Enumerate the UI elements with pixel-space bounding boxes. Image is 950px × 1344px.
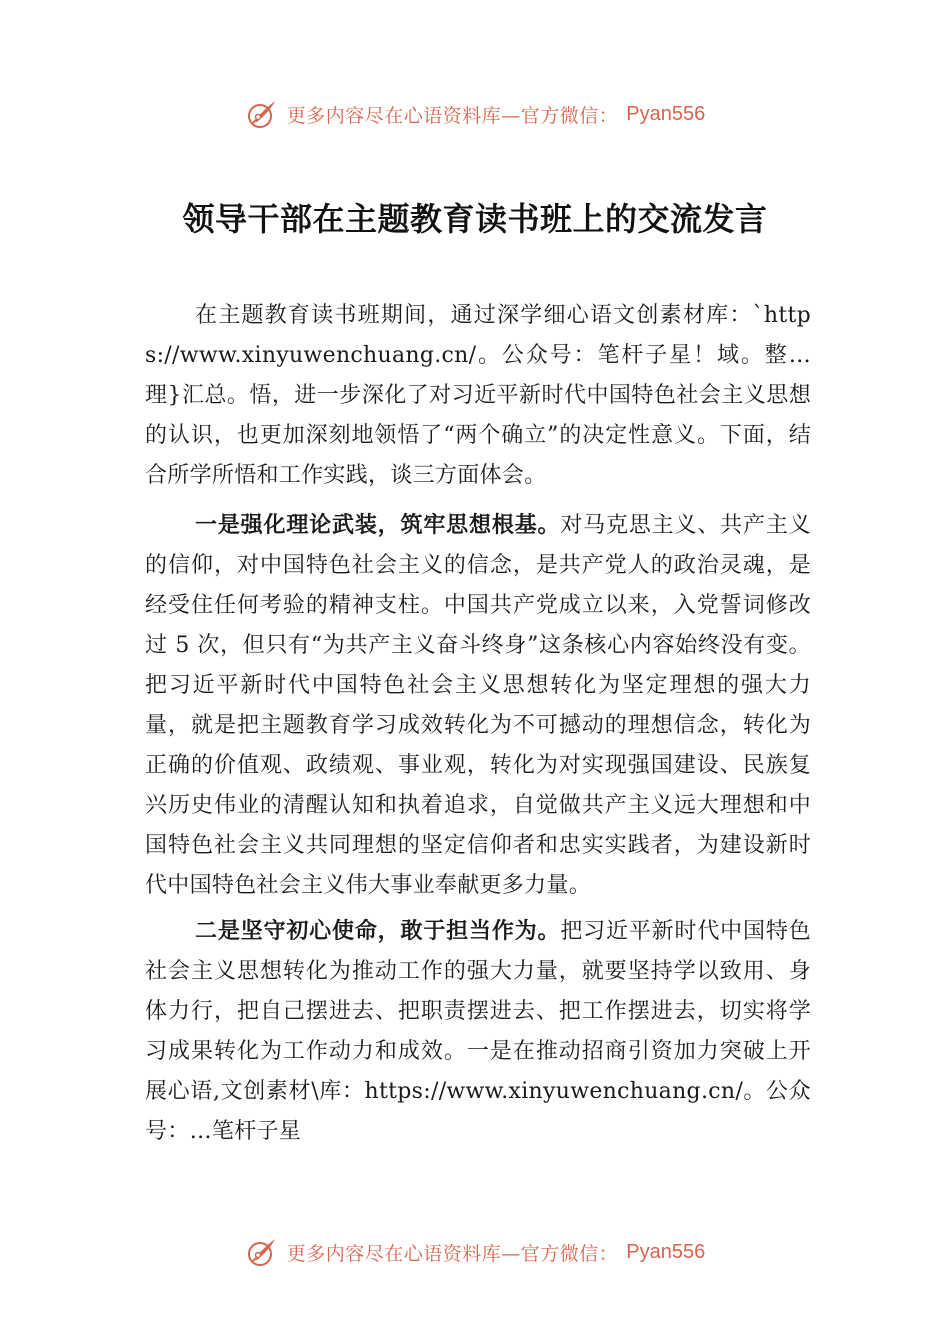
document-body (145, 296, 811, 1158)
banner-text: 更多内容尽在心语资料库—官方微信： (286, 1242, 619, 1265)
header-watermark-banner (0, 94, 950, 134)
footer-watermark-banner (0, 1232, 950, 1272)
document-title: 领导干部在主题教育读书班上的交流发言 (182, 200, 768, 238)
paragraph-lead: 二是坚守初心使命，敢于担当作为。 (195, 919, 561, 944)
paragraph-point-two (145, 912, 811, 1152)
quill-pen-logo-icon (245, 1235, 279, 1269)
banner-text: 更多内容尽在心语资料库—官方微信： (286, 104, 619, 127)
paragraph-intro (145, 296, 811, 496)
banner-wechat-id: Pyan556 (626, 102, 706, 125)
quill-pen-logo-icon (245, 97, 279, 131)
paragraph-text: 把习近平新时代中国特色社会主义思想转化为推动工作的强大力量，就要坚持学以致用、身体力行，把自己摆进去、把职责摆进去、把工作摆进去，切实将学习成果转化为工作动力和成效。一是在推动招商引资加力突破上开展心语,文创素材\库：https://www.xinyuwenchuang.cn/。公众号：…笔杆子星 (145, 919, 811, 1144)
banner-wechat-id: Pyan556 (626, 1240, 706, 1263)
paragraph-text: 对马克思主义、共产主义的信仰，对中国特色社会主义的信念，是共产党人的政治灵魂，是经受住任何考验的精神支柱。中国共产党成立以来，入党誓词修改过 5 次，但只有“为共产主义奋斗终身”这条核心内容始终没有变。把习近平新时代中国特色社会主义思想转化为坚定理想的强大力量，就是把主题教育学习成效转化为不可撼动的理想信念，转化为正确的价值观、政绩观、事业观，转化为对实现强国建设、民族复兴历史伟业的清醒认知和执着追求，自觉做共产主义远大理想和中国特色社会主义共同理想的坚定信仰者和忠实实践者，为建设新时代中国特色社会主义伟大事业奉献更多力量。 (145, 513, 811, 898)
paragraph-lead: 一是强化理论武装，筑牢思想根基。 (195, 513, 561, 538)
paragraph-text: 在主题教育读书班期间，通过深学细心语文创素材库：`https://www.xinyuwenchuang.cn/。公众号：笔杆子星！域。整…理}汇总。悟，进一步深化了对习近平新时代中国特色社会主义思想的认识，也更加深刻地领悟了“两个确立”的决定性意义。下面，结合所学所悟和工作实践，谈三方面体会。 (145, 303, 811, 488)
paragraph-point-one (145, 506, 811, 906)
